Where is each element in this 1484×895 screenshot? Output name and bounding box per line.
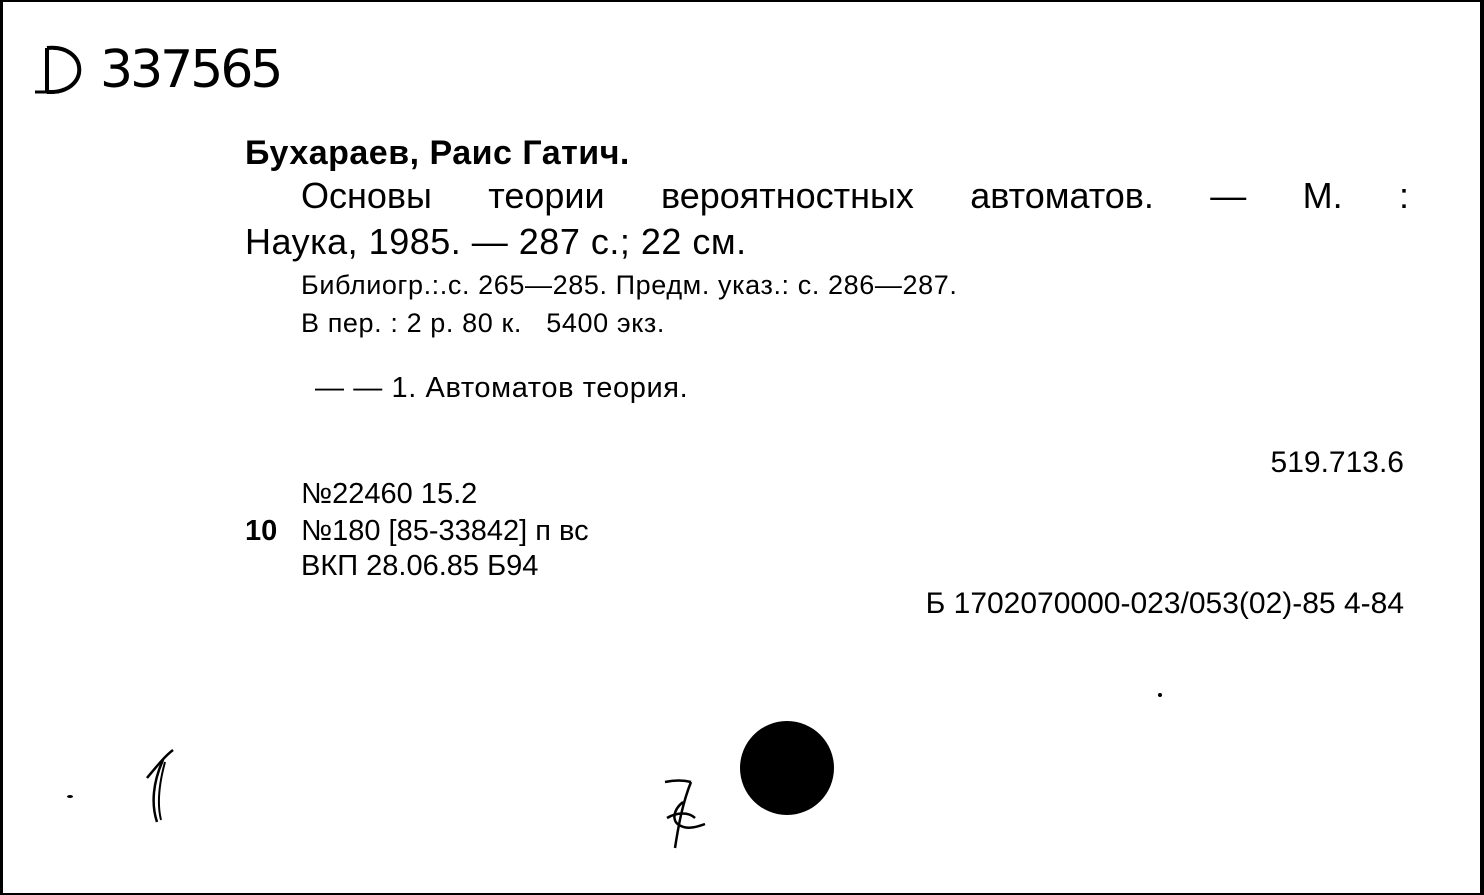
inventory-number: 337565 [100,40,281,100]
registration-line-2: №180 [85-33842] п вс [301,515,589,547]
udc-index: 519.713.6 [1270,446,1404,479]
handwritten-mark-2 [653,772,713,852]
registration-line-1: №22460 15.2 [301,478,478,510]
ink-speck [1158,693,1162,697]
registration-line-3: ВКП 28.06.85 Б94 [301,550,539,582]
binding-price-note: В пер. : 2 р. 80 к. 5400 экз. [301,308,665,338]
author-name: Бухараев, Раис Гатич. [245,134,630,172]
handwritten-mark-1 [143,748,179,826]
subject-heading: — — 1. Автоматов теория. [315,372,689,404]
punch-hole [740,721,834,815]
title-line-1: Основы теории вероятностных автоматов. — М. : [301,175,1409,216]
registration-count: 10 [245,515,278,547]
handwritten-d-mark [33,44,89,96]
ink-speck [67,795,73,798]
title-line-2: Наука, 1985. — 287 с.; 22 см. [245,221,747,262]
bibliography-note: Библиогр.:.с. 265—285. Предм. указ.: с. 286—287. [301,270,958,300]
classification-code: Б 1702070000-023/053(02)-85 4-84 [925,587,1404,620]
